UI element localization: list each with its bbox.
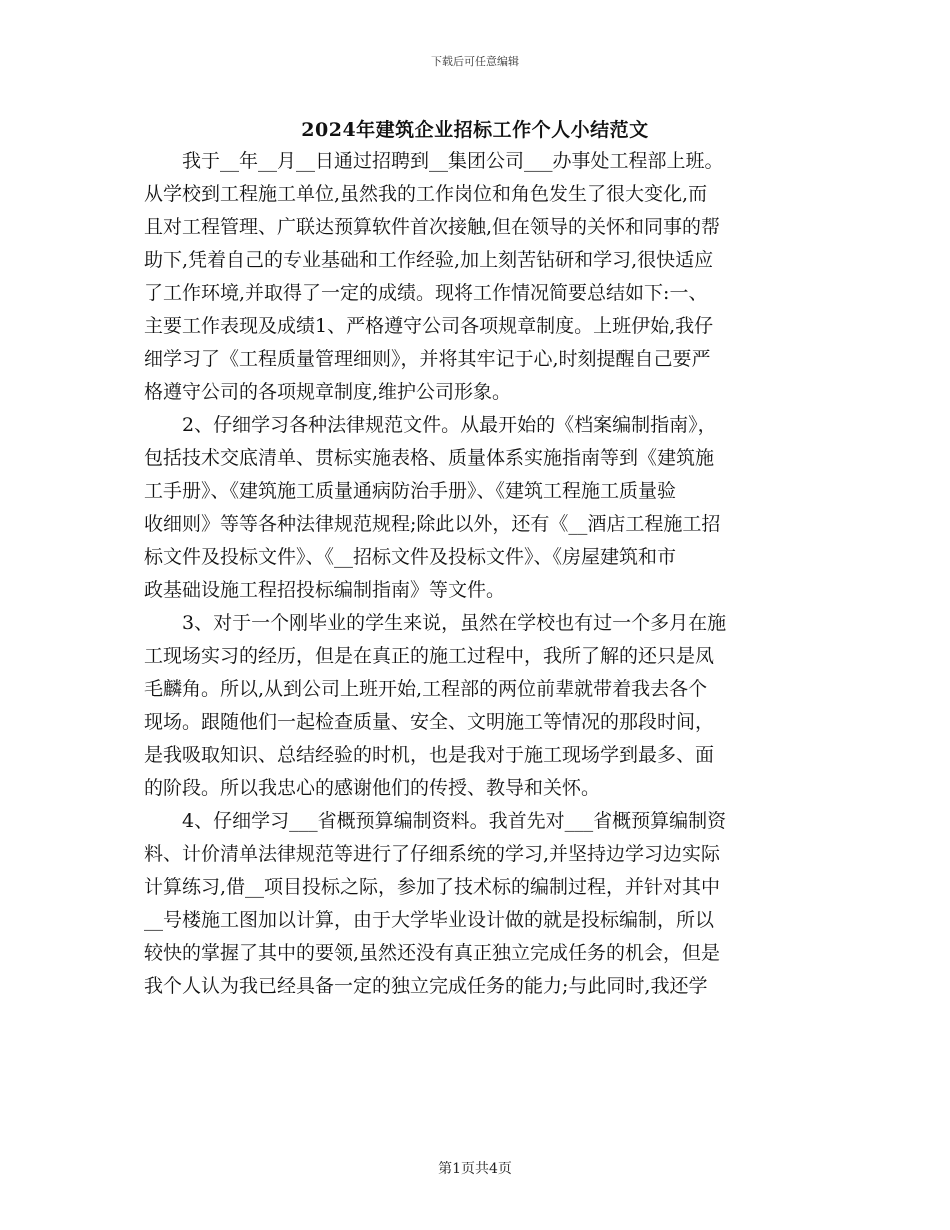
document-title: 2024年建筑企业招标工作个人小结范文	[301, 119, 649, 141]
body-line: 主要工作表现及成绩1、严格遵守公司各项规章制度。上班伊始,我仔	[144, 315, 714, 337]
document-body	[144, 145, 808, 1003]
body-line: 是我吸取知识、总结经验的时机，也是我对于施工现场学到最多、面	[144, 744, 715, 766]
body-line: __号楼施工图加以计算，由于大学毕业设计做的就是投标编制，所以	[144, 909, 715, 931]
body-line: 从学校到工程施工单位,虽然我的工作岗位和角色发生了很大变化,而	[144, 183, 708, 205]
body-line: 标文件及投标文件》、《__招标文件及投标文件》、《房屋建筑和市	[144, 546, 677, 568]
body-line: 料、计价清单法律规范等进行了仔细系统的学习,并坚持边学习边实际	[144, 843, 721, 865]
body-line: 毛麟角。所以,从到公司上班开始,工程部的两位前辈就带着我去各个	[144, 678, 708, 700]
body-line: 4、仔细学习___省概预算编制资料。我首先对___省概预算编制资	[144, 810, 727, 832]
body-line: 的阶段。所以我忠心的感谢他们的传授、教导和关怀。	[144, 777, 601, 799]
body-line: 计算练习,借__项目投标之际，参加了技术标的编制过程，并针对其中	[144, 876, 721, 898]
body-line: 政基础设施工程招投标编制指南》等文件。	[144, 579, 506, 601]
header-note: 下载后可任意编辑	[431, 55, 519, 68]
body-line: 我个人认为我已经具备一定的独立完成任务的能力;与此同时,我还学	[144, 975, 708, 997]
body-line: 了工作环境,并取得了一定的成绩。现将工作情况简要总结如下:一、	[144, 282, 708, 304]
body-line: 较快的掌握了其中的要领,虽然还没有真正独立完成任务的机会，但是	[144, 942, 721, 964]
body-line: 工现场实习的经历，但是在真正的施工过程中，我所了解的还只是凤	[144, 645, 715, 667]
body-line: 工手册》、《建筑施工质量通病防治手册》、《建筑工程施工质量验	[144, 480, 677, 502]
body-line: 细学习了《工程质量管理细则》，并将其牢记于心,时刻提醒自己要严	[144, 348, 711, 370]
page-number: 第1页共4页	[438, 1161, 512, 1177]
body-line: 且对工程管理、广联达预算软件首次接触,但在领导的关怀和同事的帮	[144, 216, 721, 238]
body-line: 3、对于一个刚毕业的学生来说，虽然在学校也有过一个多月在施	[144, 612, 727, 634]
body-line: 助下,凭着自己的专业基础和工作经验,加上刻苦钻研和学习,很快适应	[144, 249, 714, 271]
body-line: 我于__年__月__日通过招聘到__集团公司___办事处工程部上班。	[144, 150, 724, 172]
body-line: 现场。跟随他们一起检查质量、安全、文明施工等情况的那段时间，	[144, 711, 715, 733]
body-line: 2、仔细学习各种法律规范文件。从最开始的《档案编制指南》，	[144, 414, 717, 436]
body-line: 包括技术交底清单、贯标实施表格、质量体系实施指南等到《建筑施	[144, 447, 715, 469]
body-line: 格遵守公司的各项规章制度,维护公司形象。	[144, 381, 512, 403]
body-line: 收细则》等等各种法律规范规程;除此以外，还有《__酒店工程施工招	[144, 513, 721, 535]
